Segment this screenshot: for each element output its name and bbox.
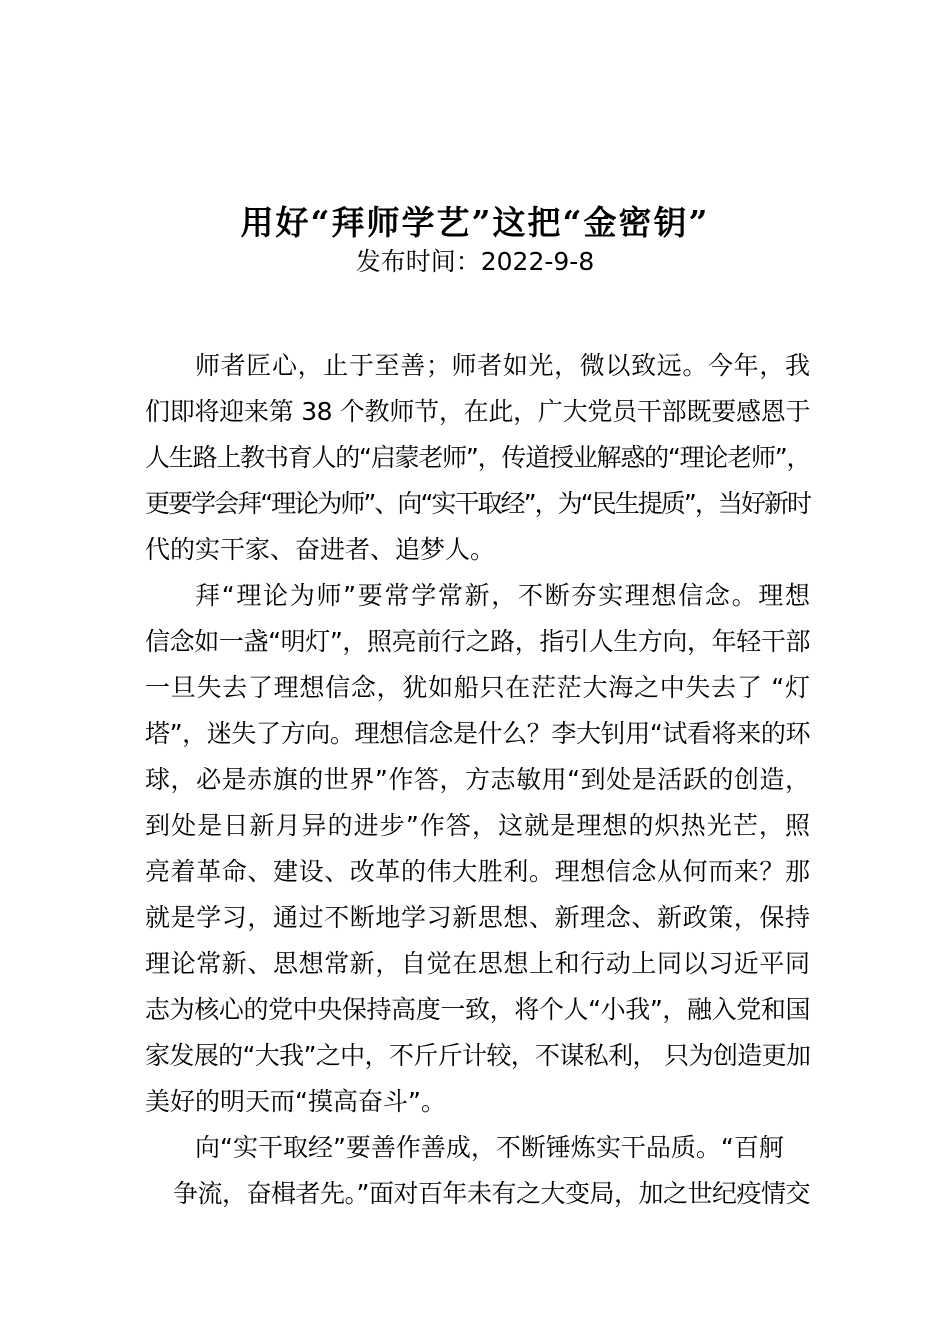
paragraph-line: 到处是日新月异的进步”作答，这就是理想的炽热光芒，照	[145, 811, 810, 840]
paragraph-line: 塔”，迷失了方向。理想信念是什么？李大钊用“试看将来的环	[145, 719, 810, 748]
paragraph-3	[145, 1125, 810, 1217]
paragraph-line: 代的实干家、奋进者、追梦人。	[145, 535, 496, 564]
paragraph-line: 更要学会拜“理论为师”、向“实干取经”，为“民生提质”，当好新时	[145, 489, 810, 518]
paragraph-line: 理论常新、思想常新，自觉在思想上和行动上同以习近平同	[145, 949, 810, 978]
paragraph-2	[145, 573, 810, 1125]
paragraph-line: 志为核心的党中央保持高度一致，将个人“小我”，融入党和国	[145, 995, 810, 1024]
paragraph-line: 球，必是赤旗的世界”作答，方志敏用“到处是活跃的创造，	[145, 765, 810, 794]
paragraph-1	[145, 343, 810, 573]
paragraph-line: 就是学习，通过不断地学习新思想、新理念、新政策，保持	[145, 903, 810, 932]
paragraph-line: 信念如一盏“明灯”，照亮前行之路，指引人生方向，年轻干部	[145, 627, 810, 656]
article-title: 用好“拜师学艺”这把“金密钥”	[240, 203, 710, 243]
paragraph-line: 人生路上教书育人的“启蒙老师”，传道授业解惑的“理论老师”，	[145, 443, 810, 472]
paragraph-line: 美好的明天而“摸高奋斗”。	[145, 1087, 446, 1116]
paragraph-line: 亮着革命、建设、改革的伟大胜利。理想信念从何而来？那	[145, 857, 810, 886]
paragraph-line: 争流，奋楫者先。”面对百年未有之大变局，加之世纪疫情交	[173, 1179, 810, 1208]
publish-date: 发布时间：2022-9-8	[355, 247, 595, 276]
paragraph-line: 家发展的“大我”之中，不斤斤计较，不谋私利， 只为创造更加	[145, 1041, 810, 1070]
paragraph-line: 向“实干取经”要善作善成，不断锤炼实干品质。“百舸	[195, 1133, 784, 1162]
paragraph-line: 们即将迎来第 38 个教师节，在此，广大党员干部既要感恩于	[145, 397, 810, 426]
paragraph-line: 拜“理论为师”要常学常新，不断夯实理想信念。理想	[195, 581, 810, 610]
paragraph-line: 师者匠心，止于至善；师者如光，微以致远。今年，我	[195, 351, 810, 380]
paragraph-line: 一旦失去了理想信念，犹如船只在茫茫大海之中失去了 “灯	[145, 673, 810, 702]
